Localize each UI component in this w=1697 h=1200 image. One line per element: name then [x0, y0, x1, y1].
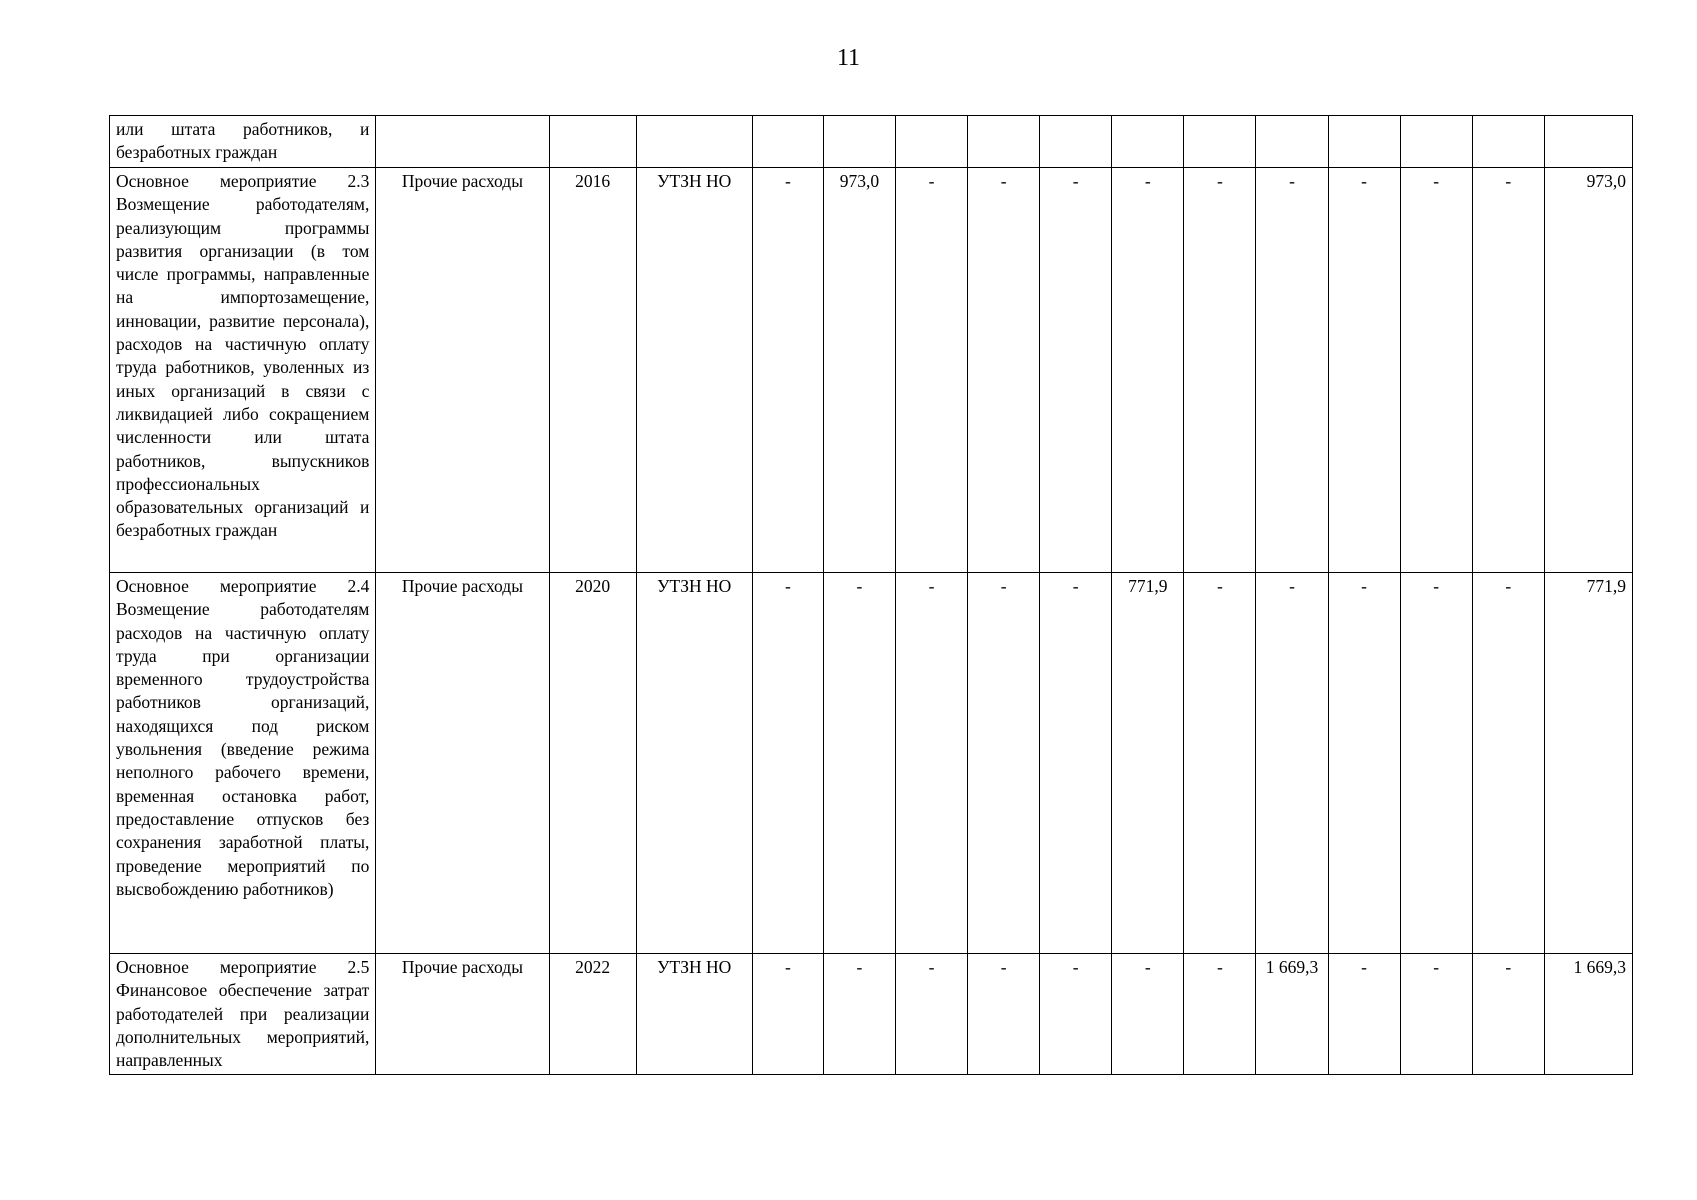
value-cell: -: [1256, 573, 1328, 954]
value-cell: [968, 116, 1040, 168]
value-cell: -: [1040, 168, 1112, 573]
executor-cell: [636, 116, 752, 168]
table-row: [110, 954, 1633, 1075]
value-cell: -: [752, 168, 823, 573]
value-cell: -: [1328, 168, 1400, 573]
value-cell: [1472, 116, 1544, 168]
value-cell: 1 669,3: [1256, 954, 1328, 1075]
executor-cell: УТЗН НО: [636, 168, 752, 573]
value-cell: -: [1472, 954, 1544, 1075]
executor-cell: УТЗН НО: [636, 954, 752, 1075]
value-cell: -: [1112, 168, 1184, 573]
value-cell: -: [1400, 168, 1472, 573]
value-cell: [1256, 116, 1328, 168]
value-cell: -: [1472, 168, 1544, 573]
table-row: [110, 116, 1633, 168]
value-cell: -: [968, 573, 1040, 954]
value-cell: -: [1328, 573, 1400, 954]
value-cell: [1112, 116, 1184, 168]
expense-type-cell: Прочие расходы: [376, 954, 549, 1075]
value-cell: 973,0: [823, 168, 895, 573]
value-cell: -: [895, 954, 967, 1075]
year-cell: 2022: [549, 954, 636, 1075]
year-cell: [549, 116, 636, 168]
value-cell: -: [823, 573, 895, 954]
expense-type-cell: Прочие расходы: [376, 168, 549, 573]
description-cell: или штата работников, и безработных граждан: [110, 116, 376, 168]
value-cell: -: [968, 954, 1040, 1075]
total-cell: [1544, 116, 1632, 168]
value-cell: -: [1184, 954, 1256, 1075]
table-row: [110, 573, 1633, 954]
value-cell: -: [968, 168, 1040, 573]
value-cell: -: [823, 954, 895, 1075]
description-cell: Основное мероприятие 2.3 Возмещение работодателям, реализующим программы развития организации (в том числе программы, направленные на импортозамещение, инновации, развитие персонала), расходов на частичную оплату труда работников, уволенных из иных организаций в связи с ликвидацией либо сокращением численности или штата работников, выпускников профессиональных образовательных организаций и безработных граждан: [110, 168, 376, 573]
value-cell: -: [1400, 573, 1472, 954]
value-cell: -: [1256, 168, 1328, 573]
total-cell: 973,0: [1544, 168, 1632, 573]
expense-type-cell: [376, 116, 549, 168]
value-cell: [895, 116, 967, 168]
value-cell: [1328, 116, 1400, 168]
value-cell: -: [1400, 954, 1472, 1075]
value-cell: -: [895, 168, 967, 573]
expense-type-cell: Прочие расходы: [376, 573, 549, 954]
description-cell: Основное мероприятие 2.5 Финансовое обеспечение затрат работодателей при реализации дополнительных мероприятий, направленных: [110, 954, 376, 1075]
value-cell: -: [1040, 954, 1112, 1075]
value-cell: -: [895, 573, 967, 954]
value-cell: [1184, 116, 1256, 168]
total-cell: 1 669,3: [1544, 954, 1632, 1075]
year-cell: 2016: [549, 168, 636, 573]
value-cell: -: [1184, 168, 1256, 573]
total-cell: 771,9: [1544, 573, 1632, 954]
value-cell: [1400, 116, 1472, 168]
budget-table: [109, 115, 1633, 1075]
value-cell: [752, 116, 823, 168]
executor-cell: УТЗН НО: [636, 573, 752, 954]
table-row: [110, 168, 1633, 573]
value-cell: -: [1040, 573, 1112, 954]
value-cell: -: [1328, 954, 1400, 1075]
value-cell: -: [752, 954, 823, 1075]
value-cell: [1040, 116, 1112, 168]
value-cell: -: [1112, 954, 1184, 1075]
value-cell: -: [1184, 573, 1256, 954]
value-cell: 771,9: [1112, 573, 1184, 954]
year-cell: 2020: [549, 573, 636, 954]
page-number: 11: [836, 45, 861, 71]
value-cell: -: [1472, 573, 1544, 954]
value-cell: -: [752, 573, 823, 954]
description-cell: Основное мероприятие 2.4 Возмещение работодателям расходов на частичную оплату труда при организации временного трудоустройства работников организаций, находящихся под риском увольнения (введение режима неполного рабочего времени, временная остановка работ, предоставление отпусков без сохранения заработной платы, проведение мероприятий по высвобождению работников): [110, 573, 376, 954]
value-cell: [823, 116, 895, 168]
